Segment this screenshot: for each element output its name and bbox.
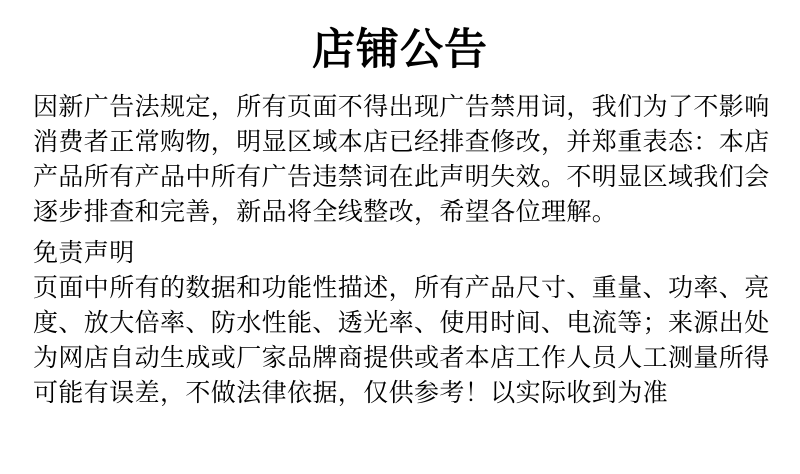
announcement-paragraph: 因新广告法规定，所有页面不得出现广告禁用词，我们为了不影响消费者正常购物，明显区域本店已经排查修改，并郑重表态：本店产品所有产品中所有广告违禁词在此声明失效。不明显区域我们会逐步排查和完善，新品将全线整改，希望各位理解。: [33, 93, 770, 226]
store-announcement-page: [0, 28, 800, 474]
disclaimer-section: [0, 236, 800, 411]
disclaimer-body: 页面中所有的数据和功能性描述，所有产品尺寸、重量、功率、亮度、放大倍率、防水性能、透光率、使用时间、电流等；来源出处为网店自动生成或厂家品牌商提供或者本店工作人员人工测量所得可能有误差，不做法律依据，仅供参考！以实际收到为准: [33, 274, 770, 407]
page-title: 店铺公告: [312, 26, 488, 74]
disclaimer-heading: 免责声明: [33, 239, 135, 267]
